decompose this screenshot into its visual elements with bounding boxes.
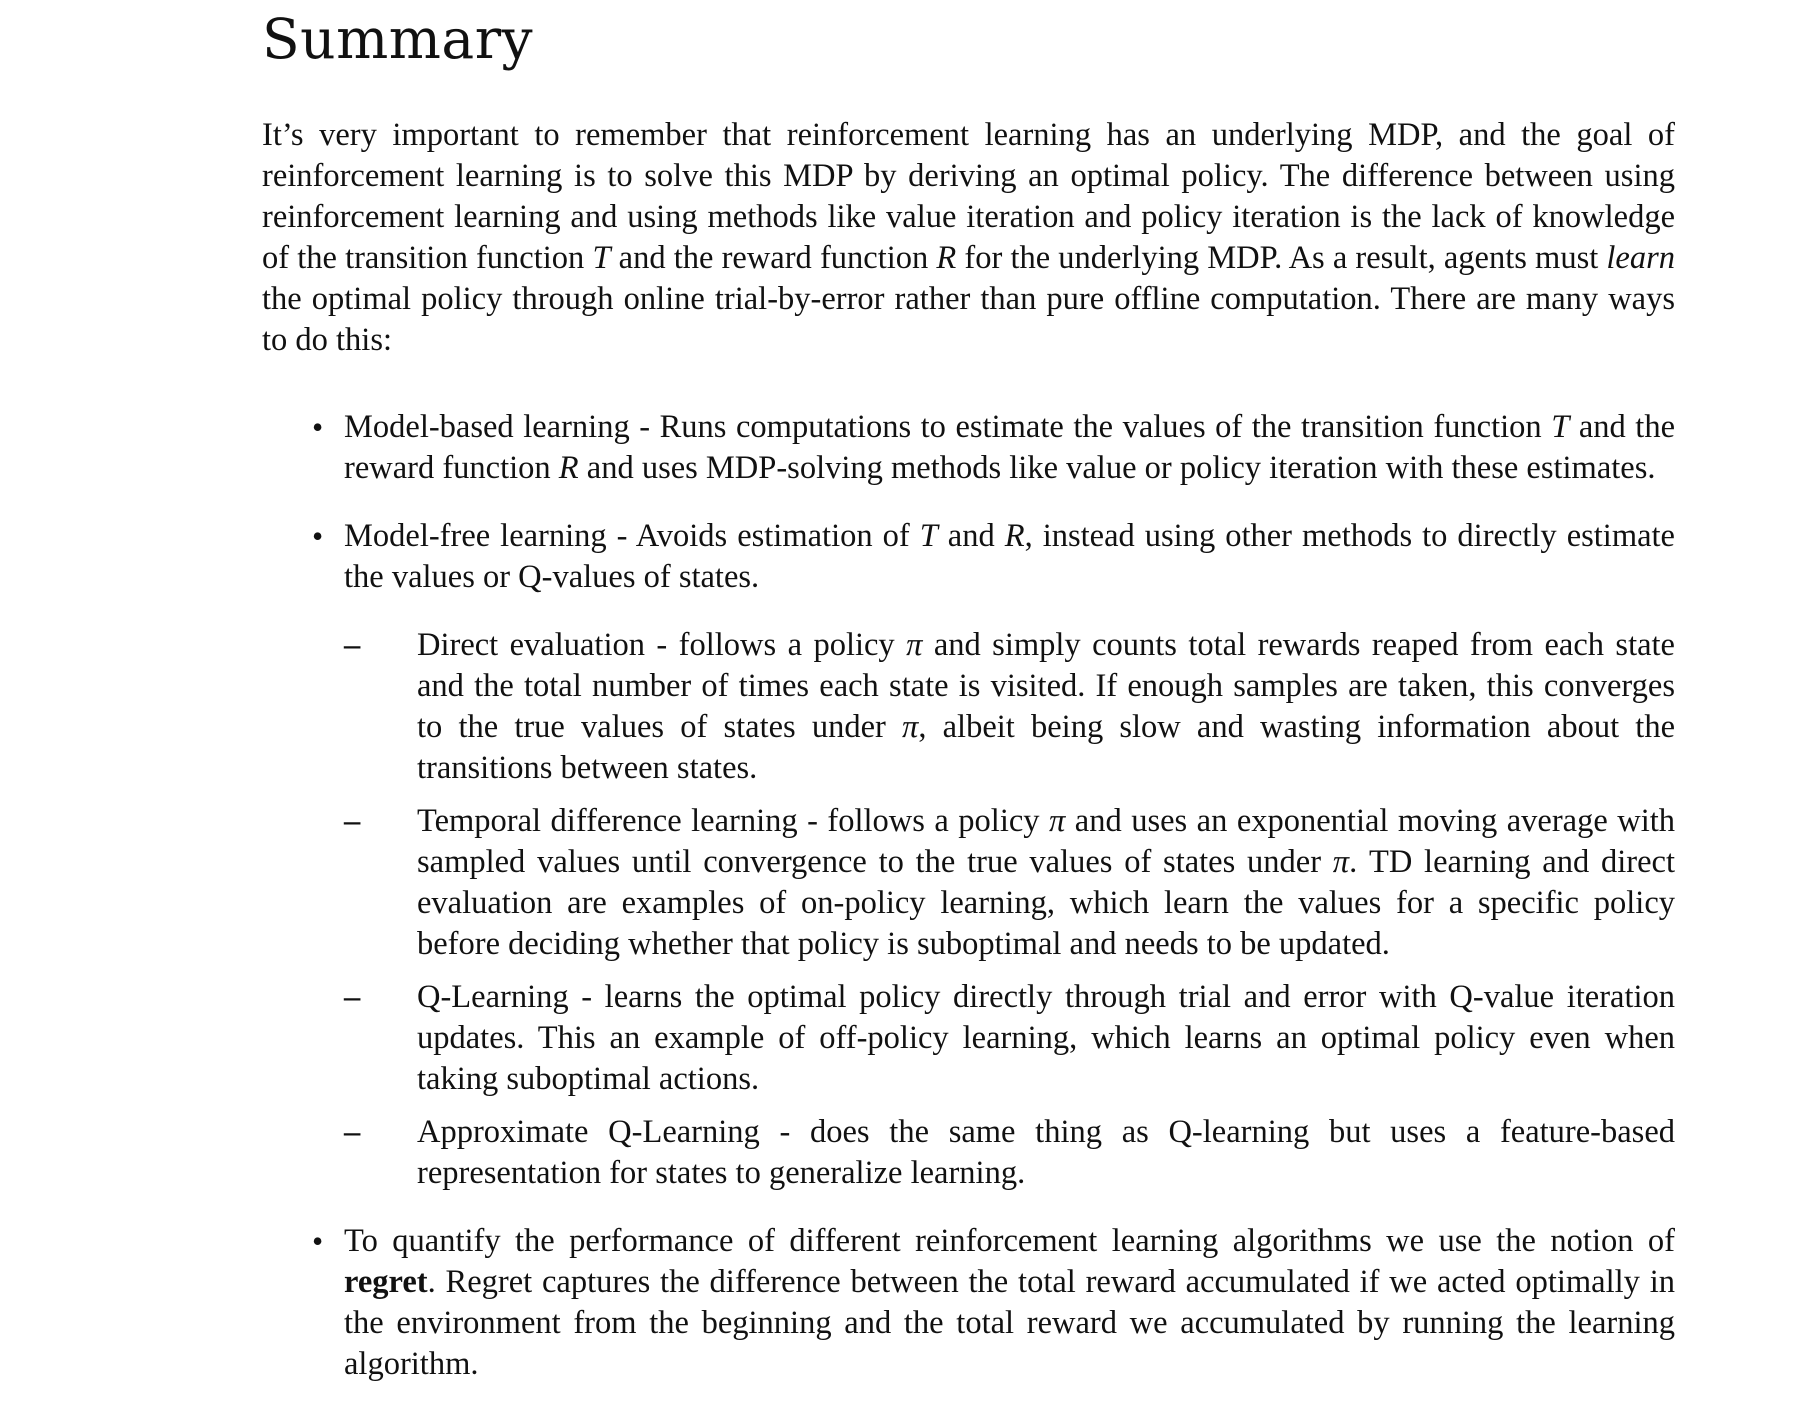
- methods-list: [262, 407, 1675, 1385]
- direct-eval-text-3: , albeit being slow and wasting information about the transitions between states.: [417, 709, 1675, 786]
- direct-eval-text-2: and simply counts total rewards reaped from each state and the total number of times each state is visited. If enough samples are taken, this converges to the true values of states under: [417, 627, 1675, 745]
- math-var-t: T: [919, 518, 938, 554]
- math-var-r: R: [1004, 518, 1025, 554]
- dash-marker: –: [344, 627, 361, 663]
- model-free-sublist: [344, 625, 1675, 1194]
- intro-paragraph: [262, 115, 1675, 361]
- math-var-r: R: [558, 450, 579, 486]
- intro-text-4: the optimal policy through online trial-by-error rather than pure offline computation. There are many ways to do this:: [262, 281, 1675, 358]
- math-pi: π: [1049, 803, 1066, 839]
- intro-text-3: for the underlying MDP. As a result, agents must: [956, 240, 1607, 276]
- math-pi: π: [902, 709, 919, 745]
- approx-q-text: Approximate Q-Learning - does the same thing as Q-learning but uses a feature-based representation for states to generalize learning.: [417, 1114, 1675, 1191]
- math-var-t: T: [1551, 409, 1570, 445]
- bullet-marker: •: [312, 409, 324, 445]
- section-heading: Summary: [262, 7, 534, 71]
- dash-marker: –: [344, 803, 361, 839]
- list-item-regret: [262, 1221, 1675, 1385]
- document-page: [262, 0, 1675, 1412]
- direct-eval-text-1: Direct evaluation - follows a policy: [417, 627, 907, 663]
- model-free-text-1: Model-free learning - Avoids estimation of: [344, 518, 920, 554]
- math-var-t: T: [592, 240, 611, 276]
- emphasis-learn: learn: [1606, 240, 1676, 276]
- math-pi: π: [1332, 844, 1350, 880]
- sublist-item-direct-evaluation: [344, 625, 1675, 789]
- model-based-text-2: and the reward function: [344, 409, 1675, 486]
- model-free-text-2: and: [937, 518, 1005, 554]
- model-based-text-1: Model-based learning - Runs computations to estimate the values of the transition function: [344, 409, 1552, 445]
- dash-marker: –: [344, 1114, 361, 1150]
- intro-text-1: It’s very important to remember that reinforcement learning has an underlying MDP, and the goal of reinforcement learning is to solve this MDP by deriving an optimal policy. The difference between using reinforcement learning and using methods like value iteration and policy iteration is the lack of knowledge of the transition function: [262, 117, 1675, 276]
- list-item-model-based: [262, 407, 1675, 489]
- td-text-1: Temporal difference learning - follows a policy: [417, 803, 1050, 839]
- bold-term-regret: regret: [344, 1264, 428, 1300]
- list-item-model-free: [262, 516, 1675, 1194]
- regret-text-1: To quantify the performance of different reinforcement learning algorithms we use the notion of: [344, 1223, 1675, 1259]
- sublist-item-approximate-q-learning: [344, 1112, 1675, 1194]
- sublist-item-q-learning: [344, 977, 1675, 1100]
- q-learning-text: Q-Learning - learns the optimal policy directly through trial and error with Q-value iteration updates. This an example of off-policy learning, which learns an optimal policy even when taking suboptimal actions.: [417, 979, 1675, 1097]
- dash-marker: –: [344, 979, 361, 1015]
- math-var-r: R: [936, 240, 957, 276]
- model-free-text-3: , instead using other methods to directly estimate the values or Q-values of states.: [344, 518, 1675, 595]
- regret-text-2: . Regret captures the difference between the total reward accumulated if we acted optimally in the environment from the beginning and the total reward we accumulated by running the learning algorithm.: [344, 1264, 1675, 1382]
- bullet-marker: •: [312, 1223, 324, 1259]
- math-pi: π: [906, 627, 923, 663]
- sublist-item-td-learning: [344, 801, 1675, 965]
- td-text-3: . TD learning and direct evaluation are examples of on-policy learning, which learn the values for a specific policy before deciding whether that policy is suboptimal and needs to be updated.: [417, 844, 1675, 962]
- bullet-marker: •: [312, 518, 324, 554]
- model-based-text-3: and uses MDP-solving methods like value or policy iteration with these estimates.: [578, 450, 1656, 486]
- intro-text-2: and the reward function: [610, 240, 937, 276]
- td-text-2: and uses an exponential moving average with sampled values until convergence to the true values of states under: [417, 803, 1676, 880]
